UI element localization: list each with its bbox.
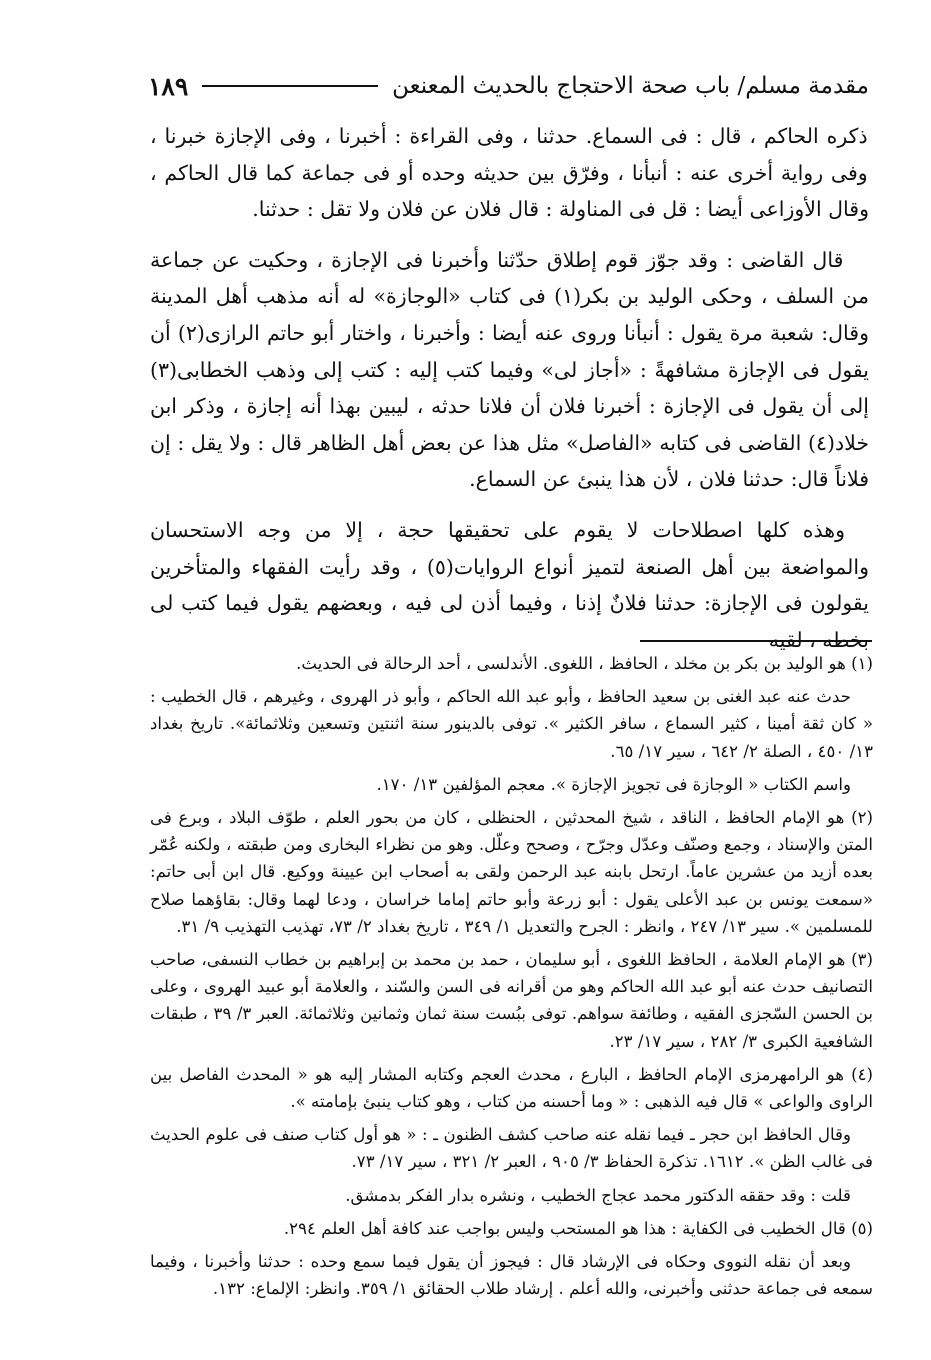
text-line: وهذه كلها اصطلاحات لا يقوم على تحقيقها حجة ، إلا من وجه الاستحسان والمواضعة [150,517,869,579]
main-text [150,118,869,672]
footnote-1: (١) هو الوليد بن بكر بن مخلد ، الحافظ ، اللغوى. الأندلسى ، أحد الرحالة فى الحديث. [296,654,873,673]
footnote-separator [640,640,872,642]
paragraph-1 [150,118,869,228]
footnote-1-continuation: واسم الكتاب « الوجازة فى تجويز الإجازة ». معجم المؤلفين ١٣/ ١٧٠. [376,774,851,794]
text-line: ذكره الحاكم ، قال : فى السماع. حدثنا ، وفى القراءة : أخبرنا ، وفى الإجازة خبرنا ، [150,124,868,148]
footnote-5-continuation: وبعد أن نقله النووى وحكاه فى الإرشاد قال : فيجوز أن يقول فيما سمع وحده : حدثنا وأخبرنا ، وفيما سمعه فى جماعة حدثنى وأخبرنى، والله أعلم . إرشاد طلاب الحقائق ١/ ٣٥٩. وانظر: الإلماع: ١٣٢. [150,1252,873,1299]
footnote-4: (٤) هو الرامهرمزى الإمام الحافظ ، البارع ، محدث العجم وكتابه المشار إليه هو « المحدث الفاصل بين الراوى والواعى » قال فيه الذهبى : « وما أحسنه من كتاب ، وهو كتاب ينبئ بإمامته ». [150,1064,873,1112]
page-number: ١٨٩ [148,71,189,101]
text-line: بين أهل الصنعة لتميز أنواع الروايات(٥) ، وقد رأيت الفقهاء والمتأخرين يقولون فى [150,554,869,616]
page-header [148,66,869,106]
text-line: من السلف ، وحكى الوليد بن بكر(١) فى كتاب «الوجازة» له أنه مذهب أهل المدينة وقال: [150,284,870,345]
footnote-4-continuation: وقال الحافظ ابن حجر ـ فيما نقله عنه صاحب كشف الظنون ـ : « هو أول كتاب صنف فى علوم الحديث فى غالب الظن ». ١٦١٢. تذكرة الحفاظ ٣/ ٩٠٥ ، العبر ٢/ ٣٢١ ، سير ١٧/ ٧٣. [150,1125,873,1172]
text-line: وفى رواية أخرى عنه : أنبأنا ، وفرّق بين حديثه وحده أو فى جماعة كما قال الحاكم ، [150,160,868,185]
footnote-4-continuation: قلت : وقد حققه الدكتور محمد عجاج الخطيب ، ونشره بدار الفكر بدمشق. [345,1185,851,1205]
text-line: شعبة مرة يقول : أنبأنا وروى عنه أيضا : وأخبرنا ، واختار أبو حاتم الرازى(٢) أن يقول [150,320,870,382]
paragraph-3 [150,512,869,658]
text-line: قال القاضى : وقد جوّز قوم إطلاق حدّثنا وأخبرنا فى الإجازة ، وحكيت عن جماعة [150,247,844,272]
text-line: حدثنا فلان ، لأن هذا ينبئ عن السماع. [469,467,785,492]
text-line: الإجازة: حدثنا فلانٌ إذنا ، وفيما أذن لى فيه ، وبعضهم يقول فيما كتب لى بخطه ، لقيه [150,591,869,652]
text-line: فى الإجازة مشافهةً : «أجاز لى» وفيما كتب إليه : كتب إلى وذهب الخطابى(٣) إلى أن [150,357,870,419]
running-title: مقدمة مسلم/ باب صحة الاحتجاج بالحديث المعنعن [392,73,869,99]
text-line: يقول فى الإجازة : أخبرنا فلان أن فلانا حدثه ، ليبين بهذا أنه إجازة ، وذكر ابن خلاد(٤) [150,394,869,455]
footnote-2: (٢) هو الإمام الحافظ ، الناقد ، شيخ المحدثين ، الحنظلى ، كان من بحور العلم ، طوّف البلاد ، وبرع فى المتن والإسناد ، وجمع وصنّف وعدّل وجرّح ، وصحح وعلّل. وهو من نظراء البخارى ومن طبقته ، ولكنه عُمّر بعده أزيد من عشرين عاماً. ارتحل بابنه عبد الرحمن ولقى به أصحاب ابن عيينة ووكيع. قال ابن أبى حاتم: «سمعت يونس بن عبد الأعلى يقول : أبو زرعة وأبو حاتم إماما خراسان ، ودعا لهما وقال: بقاؤهما صلاح للمسلمين ». سير ١٣/ ٢٤٧ ، وانظر : الجرح والتعديل ١/ ٣٤٩ ، تاريخ بغداد ٢/ ٧٣، تهذيب التهذيب ٩/ ٣١. [150,808,873,936]
footnote-3: (٣) هو الإمام العلامة ، الحافظ اللغوى ، أبو سليمان ، حمد بن محمد بن إبراهيم بن خطاب النسفى، صاحب التصانيف حدث عنه أبو عبد الله الحاكم وهو من أقرانه فى السن والسّند ، والعلامة أبو عبيد الهروى ، وعلى بن الحسن السّجزى الفقيه ، وطائفة سواهم. توفى ببُست سنة ثمان وثمانين وثلاثمائة. العبر ٣/ ٣٩ ، طبقات الشافعية الكبرى ٣/ ٢٨٢ ، سير ١٧/ ٢٣. [150,950,873,1051]
text-line: القاضى فى كتابه «الفاصل» مثل هذا عن بعض أهل الظاهر قال : ولا يقل : إن فلاناً قال: [150,430,869,492]
footnote-1-continuation: حدث عنه عبد الغنى بن سعيد الحافظ ، وأبو عبد الله الحاكم ، وأبو ذر الهروى ، وغيرهم ، قال الخطيب : « كان ثقة أمينا ، كثير السماع ، سافر الكثير ». توفى بالدينور سنة اثنتين وتسعين وثلاثمائة». تاريخ بغداد ١٣/ ٤٥٠ ، الصلة ٢/ ٦٤٢ ، سير ١٧/ ٦٥. [150,687,873,761]
paragraph-2 [150,242,869,498]
footnotes [150,650,873,1308]
text-line: وقال الأوزاعى أيضا : قل فى المناولة : قال فلان عن فلان ولا تقل : حدثنا. [252,197,869,222]
header-rule [202,85,378,87]
footnote-5: (٥) قال الخطيب فى الكفاية : هذا هو المستحب وليس بواجب عند كافة أهل العلم ٢٩٤. [283,1218,873,1238]
